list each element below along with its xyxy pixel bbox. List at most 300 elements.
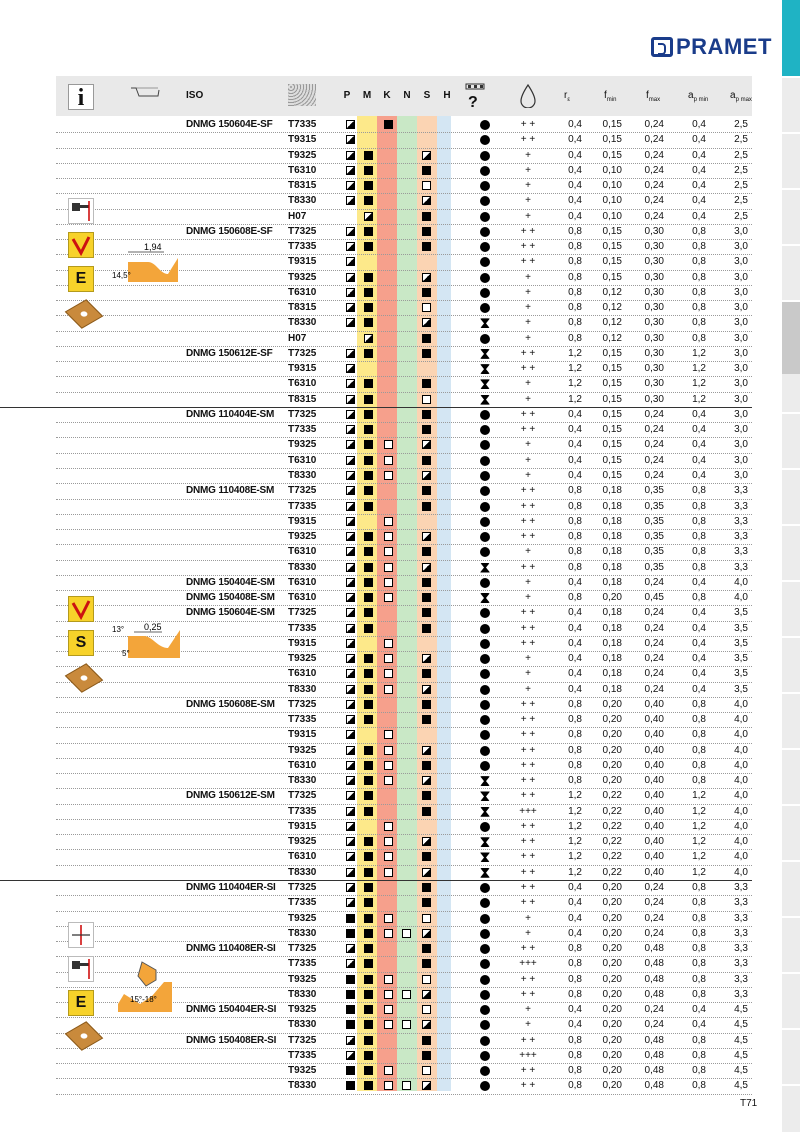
suitability-symbol <box>364 349 373 358</box>
param-value: 0,8 <box>692 912 706 924</box>
param-value: 3,0 <box>734 241 748 253</box>
param-value: 1,2 <box>692 820 706 832</box>
finishing-icon <box>68 232 94 258</box>
suitability-symbol <box>346 791 355 800</box>
suitability-symbol <box>384 685 393 694</box>
edge-geometry-diagram <box>112 238 182 284</box>
param-value: 0,8 <box>568 729 582 741</box>
param-value: 3,0 <box>734 347 748 359</box>
coolant-rating: + <box>525 912 531 924</box>
suitability-symbol <box>422 593 431 602</box>
chip-form-symbol <box>480 563 490 573</box>
side-tab-divider <box>782 188 800 190</box>
grade-code: T7335 <box>288 897 317 909</box>
row-divider <box>56 1094 752 1095</box>
grade-code: T9315 <box>288 256 317 268</box>
suitability-symbol <box>384 1020 393 1029</box>
chip-form-symbol <box>480 975 490 985</box>
suitability-symbol <box>364 547 373 556</box>
param-value: 4,0 <box>734 714 748 726</box>
suitability-symbol <box>384 761 393 770</box>
param-value: 0,4 <box>568 927 582 939</box>
suitability-symbol <box>346 440 355 449</box>
grade-code: T6310 <box>288 546 317 558</box>
grade-code: T7335 <box>288 241 317 253</box>
grade-code: T8330 <box>288 866 317 878</box>
grade-code: T7335 <box>288 805 317 817</box>
suitability-symbol <box>384 730 393 739</box>
grade-code: T8330 <box>288 1080 317 1092</box>
param-value: 0,15 <box>602 363 622 375</box>
suitability-symbol <box>364 746 373 755</box>
param-value: 4,0 <box>734 698 748 710</box>
chip-form-symbol <box>480 776 490 786</box>
chip-form-symbol <box>480 593 490 603</box>
param-value: 0,8 <box>568 546 582 558</box>
suitability-symbol <box>422 608 431 617</box>
section-label-e: E <box>68 266 94 292</box>
param-value: 4,5 <box>734 1049 748 1061</box>
param-value: 1,2 <box>568 363 582 375</box>
suitability-symbol <box>346 715 355 724</box>
param-value: 3,5 <box>734 683 748 695</box>
suitability-symbol <box>346 624 355 633</box>
param-value: 3,3 <box>734 897 748 909</box>
coolant-rating: + <box>525 576 531 588</box>
coolant-rating: + + <box>520 897 536 909</box>
param-value: 0,8 <box>568 286 582 298</box>
table-row <box>56 346 752 361</box>
grade-code: T8330 <box>288 988 317 1000</box>
side-tab-divider <box>782 244 800 246</box>
param-value: 0,15 <box>602 393 622 405</box>
param-value: 1,2 <box>692 378 706 390</box>
suitability-symbol <box>422 975 431 984</box>
coolant-rating: + <box>525 683 531 695</box>
param-sub: p max <box>735 97 752 103</box>
param-value: 0,15 <box>602 378 622 390</box>
suitability-symbol <box>364 715 373 724</box>
suitability-symbol <box>422 425 431 434</box>
param-value: 0,8 <box>568 744 582 756</box>
param-value: 0,4 <box>568 668 582 680</box>
param-value: 3,3 <box>734 988 748 1000</box>
param-value: 1,2 <box>568 866 582 878</box>
chip-form-symbol <box>480 318 490 328</box>
param-value: 0,30 <box>644 302 664 314</box>
table-row <box>56 422 752 437</box>
suitability-symbol <box>422 700 431 709</box>
param-value: 3,0 <box>734 454 748 466</box>
grade-code: T6310 <box>288 576 317 588</box>
table-row <box>56 727 752 742</box>
side-tab-divider <box>782 692 800 694</box>
table-row <box>56 895 752 910</box>
param-value: 0,4 <box>692 119 706 130</box>
suitability-symbol <box>346 303 355 312</box>
param-header-3 <box>688 76 708 116</box>
param-value: 0,4 <box>568 439 582 451</box>
grade-code: T7335 <box>288 958 317 970</box>
param-value: 0,24 <box>644 1004 664 1016</box>
param-value: 0,18 <box>602 485 622 497</box>
param-value: 0,10 <box>602 164 622 176</box>
iso-designation: DNMG 150404E-SM <box>186 576 275 588</box>
svg-text:13°: 13° <box>112 625 125 634</box>
param-value: 1,2 <box>692 836 706 848</box>
table-row <box>56 407 752 422</box>
suitability-symbol <box>364 425 373 434</box>
table-row <box>56 941 752 956</box>
coolant-rating: + + <box>520 363 536 375</box>
param-main: f <box>604 90 607 101</box>
info-icon[interactable]: i <box>68 84 94 110</box>
param-value: 0,18 <box>602 622 622 634</box>
suitability-symbol <box>364 593 373 602</box>
suitability-symbol <box>346 242 355 251</box>
coolant-rating: + + <box>520 622 536 634</box>
side-tab-active[interactable] <box>782 0 800 76</box>
suitability-symbol <box>364 852 373 861</box>
chip-form-symbol <box>480 135 490 145</box>
param-value: 1,2 <box>692 393 706 405</box>
param-value: 3,0 <box>734 393 748 405</box>
edge-geometry-diagram <box>108 620 182 660</box>
suitability-symbol <box>346 608 355 617</box>
chip-form-symbol <box>480 868 490 878</box>
param-value: 0,24 <box>644 119 664 130</box>
grade-code: T9325 <box>288 439 317 451</box>
suitability-symbol <box>384 578 393 587</box>
coolant-rating: + + <box>520 729 536 741</box>
suitability-symbol <box>422 318 431 327</box>
table-row <box>56 285 752 300</box>
grade-code: T7325 <box>288 943 317 955</box>
suitability-symbol <box>364 837 373 846</box>
suitability-symbol <box>346 1036 355 1045</box>
svg-text:0,25: 0,25 <box>144 622 162 632</box>
suitability-symbol <box>364 624 373 633</box>
param-value: 0,30 <box>644 256 664 268</box>
param-value: 3,3 <box>734 485 748 497</box>
param-value: 0,12 <box>602 286 622 298</box>
param-value: 3,3 <box>734 546 748 558</box>
suitability-symbol <box>384 914 393 923</box>
suitability-symbol <box>364 868 373 877</box>
param-value: 0,8 <box>568 515 582 527</box>
param-value: 0,15 <box>602 439 622 451</box>
table-row <box>56 361 752 376</box>
param-value: 0,18 <box>602 576 622 588</box>
suitability-symbol <box>346 1020 355 1029</box>
coolant-rating: + + <box>520 973 536 985</box>
chip-header-icon <box>464 82 486 110</box>
chip-form-symbol <box>480 379 490 389</box>
suitability-symbol <box>422 715 431 724</box>
param-value: 0,20 <box>602 714 622 726</box>
param-value: 0,4 <box>568 164 582 176</box>
param-value: 0,40 <box>644 729 664 741</box>
grade-code: T7325 <box>288 408 317 420</box>
param-value: 0,35 <box>644 531 664 543</box>
side-tab-divider <box>782 860 800 862</box>
param-value: 0,40 <box>644 714 664 726</box>
param-value: 0,18 <box>602 500 622 512</box>
param-value: 0,18 <box>602 637 622 649</box>
param-value: 1,2 <box>568 820 582 832</box>
iso-designation: DNMG 150408E-SM <box>186 592 275 604</box>
param-value: 0,4 <box>692 622 706 634</box>
grade-code: T8330 <box>288 775 317 787</box>
suitability-symbol <box>384 822 393 831</box>
chip-form-symbol <box>480 929 490 939</box>
suitability-symbol <box>364 608 373 617</box>
table-row <box>56 437 752 452</box>
group-header-h: H <box>443 90 451 101</box>
suitability-symbol <box>384 1081 393 1090</box>
param-value: 0,45 <box>644 592 664 604</box>
param-value: 0,8 <box>692 943 706 955</box>
coolant-rating: + <box>525 439 531 451</box>
suitability-symbol <box>346 654 355 663</box>
profile-tool-icon <box>68 922 94 948</box>
param-value: 0,20 <box>602 744 622 756</box>
suitability-symbol <box>364 227 373 236</box>
param-value: 0,8 <box>692 286 706 298</box>
param-value: 0,8 <box>692 332 706 344</box>
coolant-rating: + <box>525 927 531 939</box>
grade-code: T9315 <box>288 820 317 832</box>
param-value: 0,4 <box>692 408 706 420</box>
table-row <box>56 682 752 697</box>
param-value: 0,8 <box>568 225 582 237</box>
suitability-symbol <box>346 593 355 602</box>
grade-code: T8315 <box>288 393 317 405</box>
section-label-s: S <box>68 630 94 656</box>
boring-tool-icon <box>68 198 94 224</box>
side-tab-divider <box>782 580 800 582</box>
suitability-symbol <box>364 959 373 968</box>
param-value: 0,20 <box>602 592 622 604</box>
grade-code: T9325 <box>288 912 317 924</box>
param-value: 0,15 <box>602 149 622 161</box>
param-value: 0,8 <box>692 1065 706 1077</box>
param-value: 0,4 <box>568 607 582 619</box>
param-value: 0,48 <box>644 973 664 985</box>
param-value: 4,0 <box>734 805 748 817</box>
suitability-symbol <box>422 151 431 160</box>
param-value: 3,3 <box>734 561 748 573</box>
svg-text:1,94: 1,94 <box>144 242 162 252</box>
suitability-symbol <box>422 1020 431 1029</box>
iso-designation: DNMG 150612E-SF <box>186 347 273 359</box>
chip-form-symbol <box>480 990 490 1000</box>
param-value: 0,8 <box>692 485 706 497</box>
suitability-symbol <box>364 776 373 785</box>
param-value: 0,40 <box>644 759 664 771</box>
param-value: 0,40 <box>644 820 664 832</box>
param-value: 4,0 <box>734 744 748 756</box>
side-tab-strip <box>782 76 800 1132</box>
param-value: 1,2 <box>568 347 582 359</box>
table-row <box>56 758 752 773</box>
param-value: 0,8 <box>692 592 706 604</box>
suitability-symbol <box>346 502 355 511</box>
table-row <box>56 1063 752 1078</box>
suitability-symbol <box>364 166 373 175</box>
param-value: 0,20 <box>602 943 622 955</box>
suitability-symbol <box>422 303 431 312</box>
chip-form-symbol <box>480 1066 490 1076</box>
grade-code: T6310 <box>288 592 317 604</box>
param-value: 0,35 <box>644 500 664 512</box>
coolant-rating: + <box>525 592 531 604</box>
param-value: 3,0 <box>734 469 748 481</box>
svg-text:14,5°: 14,5° <box>112 271 131 280</box>
suitability-symbol <box>422 914 431 923</box>
param-value: 3,0 <box>734 271 748 283</box>
suitability-symbol <box>346 547 355 556</box>
coolant-rating: + + <box>520 759 536 771</box>
chip-form-symbol <box>480 486 490 496</box>
param-value: 3,0 <box>734 225 748 237</box>
coolant-rating: + + <box>520 119 536 130</box>
param-value: 0,4 <box>692 668 706 680</box>
param-value: 0,4 <box>692 149 706 161</box>
param-value: 0,24 <box>644 927 664 939</box>
table-row <box>56 376 752 391</box>
param-value: 3,5 <box>734 668 748 680</box>
param-value: 0,18 <box>602 546 622 558</box>
param-value: 0,10 <box>602 195 622 207</box>
suitability-symbol <box>346 151 355 160</box>
grade-code: T6310 <box>288 164 317 176</box>
grade-code: T7335 <box>288 424 317 436</box>
param-value: 0,24 <box>644 454 664 466</box>
param-value: 1,2 <box>568 851 582 863</box>
group-header-k: K <box>383 90 391 101</box>
param-value: 4,0 <box>734 759 748 771</box>
param-value: 0,4 <box>692 653 706 665</box>
chip-form-symbol <box>480 242 490 252</box>
suitability-symbol <box>364 379 373 388</box>
param-value: 0,20 <box>602 1065 622 1077</box>
group-header-m: M <box>362 90 372 101</box>
coolant-rating: + + <box>520 943 536 955</box>
page-number: T71 <box>740 1098 758 1109</box>
param-value: 0,8 <box>568 1049 582 1061</box>
table-row <box>56 880 752 895</box>
coolant-rating: + + <box>520 882 536 893</box>
param-value: 0,30 <box>644 225 664 237</box>
suitability-symbol <box>422 959 431 968</box>
suitability-symbol <box>422 486 431 495</box>
param-value: 1,2 <box>568 393 582 405</box>
table-row <box>56 834 752 849</box>
param-value: 4,0 <box>734 851 748 863</box>
grade-code: T7325 <box>288 347 317 359</box>
chip-form-symbol <box>480 837 490 847</box>
suitability-symbol <box>364 685 373 694</box>
suitability-symbol <box>402 1020 411 1029</box>
iso-designation: DNMG 150608E-SF <box>186 225 273 237</box>
param-value: 3,3 <box>734 912 748 924</box>
param-value: 0,8 <box>692 1049 706 1061</box>
coolant-rating: +++ <box>519 805 537 817</box>
grade-code: T8330 <box>288 927 317 939</box>
param-value: 0,20 <box>602 958 622 970</box>
chip-form-symbol <box>480 166 490 176</box>
param-value: 4,0 <box>734 866 748 878</box>
side-tab-divider <box>782 804 800 806</box>
chip-form-symbol <box>480 1020 490 1030</box>
coolant-rating: + + <box>520 836 536 848</box>
param-value: 0,4 <box>692 1004 706 1016</box>
suitability-symbol <box>364 975 373 984</box>
side-tab-current[interactable] <box>782 302 800 374</box>
suitability-symbol <box>384 456 393 465</box>
param-value: 0,40 <box>644 698 664 710</box>
param-value: 0,22 <box>602 866 622 878</box>
param-value: 0,15 <box>602 454 622 466</box>
chip-form-symbol <box>480 1036 490 1046</box>
param-value: 4,0 <box>734 592 748 604</box>
chip-form-symbol <box>480 532 490 542</box>
param-value: 0,8 <box>692 500 706 512</box>
param-value: 0,20 <box>602 927 622 939</box>
param-value: 0,8 <box>692 546 706 558</box>
suitability-symbol <box>346 166 355 175</box>
chip-form-symbol <box>480 212 490 222</box>
iso-designation: DNMG 150604E-SM <box>186 607 275 619</box>
suitability-symbol <box>384 471 393 480</box>
suitability-symbol <box>364 273 373 282</box>
param-value: 0,4 <box>568 683 582 695</box>
param-value: 0,48 <box>644 1080 664 1092</box>
table-row <box>56 193 752 208</box>
suitability-symbol <box>422 181 431 190</box>
suitability-symbol <box>346 181 355 190</box>
suitability-symbol <box>346 761 355 770</box>
suitability-symbol <box>346 959 355 968</box>
param-value: 0,8 <box>692 759 706 771</box>
param-value: 0,20 <box>602 897 622 909</box>
suitability-symbol <box>384 654 393 663</box>
suitability-symbol <box>346 700 355 709</box>
chip-form-symbol <box>480 578 490 588</box>
coolant-rating: + + <box>520 775 536 787</box>
coolant-rating: + <box>525 393 531 405</box>
side-tab-divider <box>782 412 800 414</box>
grade-code: T8330 <box>288 469 317 481</box>
coolant-rating: + + <box>520 790 536 802</box>
param-value: 0,24 <box>644 637 664 649</box>
param-value: 0,4 <box>692 1019 706 1031</box>
param-value: 0,4 <box>692 576 706 588</box>
param-value: 2,5 <box>734 149 748 161</box>
param-value: 0,20 <box>602 1004 622 1016</box>
coolant-rating: + <box>525 1004 531 1016</box>
param-value: 0,12 <box>602 332 622 344</box>
param-value: 0,8 <box>692 973 706 985</box>
chip-form-symbol <box>480 852 490 862</box>
param-value: 0,48 <box>644 1065 664 1077</box>
param-value: 3,3 <box>734 500 748 512</box>
param-value: 4,5 <box>734 1065 748 1077</box>
param-value: 0,4 <box>692 683 706 695</box>
suitability-symbol <box>346 883 355 892</box>
param-value: 3,3 <box>734 958 748 970</box>
